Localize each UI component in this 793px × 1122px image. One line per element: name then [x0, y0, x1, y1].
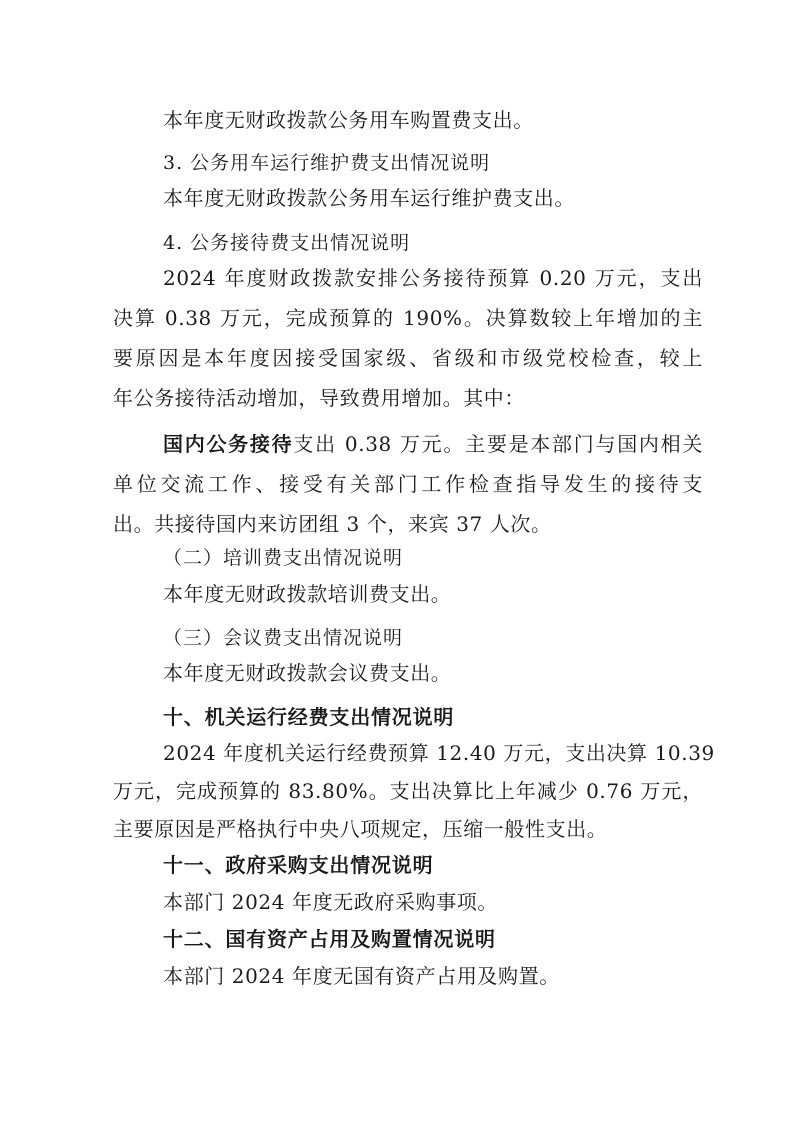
section-12-paragraph: 本部门 2024 年度无国有资产占用及购置。 — [163, 964, 560, 988]
domestic-reception-line-3: 出。共接待国内来访团组 3 个，来宾 37 人次。 — [113, 512, 552, 536]
training-heading: （二）培训费支出情况说明 — [163, 547, 404, 569]
vehicle-purchase-paragraph: 本年度无财政拨款公务用车购置费支出。 — [163, 108, 534, 132]
section-10-line-2: 万元，完成预算的 83.80%。支出决算比上年减少 0.76 万元， — [113, 779, 703, 803]
vehicle-maintenance-paragraph: 本年度无财政拨款公务用车运行维护费支出。 — [163, 186, 575, 210]
vehicle-maintenance-heading: 3. 公务用车运行维护费支出情况说明 — [163, 152, 491, 174]
reception-heading: 4. 公务接待费支出情况说明 — [163, 232, 411, 254]
section-10-heading: 十、机关运行经费支出情况说明 — [163, 705, 455, 729]
domestic-reception-line-2: 单位交流工作、接受有关部门工作检查指导发生的接待支 — [113, 472, 703, 496]
training-paragraph: 本年度无财政拨款培训费支出。 — [163, 582, 452, 606]
reception-paragraph-line-4: 年公务接待活动增加，导致费用增加。其中： — [113, 386, 525, 410]
section-11-paragraph: 本部门 2024 年度无政府采购事项。 — [163, 890, 499, 914]
reception-paragraph-line-1: 2024 年度财政拨款安排公务接待预算 0.20 万元，支出 — [163, 266, 703, 290]
domestic-reception-line-1 — [163, 430, 703, 458]
domestic-reception-text: 支出 0.38 万元。主要是本部门与国内相关 — [293, 432, 703, 456]
section-11-heading: 十一、政府采购支出情况说明 — [163, 853, 434, 877]
section-12-heading: 十二、国有资产占用及购置情况说明 — [163, 927, 496, 951]
section-10-line-3: 主要原因是严格执行中央八项规定，压缩一般性支出。 — [113, 817, 608, 841]
meeting-paragraph: 本年度无财政拨款会议费支出。 — [163, 661, 452, 685]
domestic-reception-label: 国内公务接待 — [163, 432, 294, 456]
reception-paragraph-line-3: 要原因是本年度因接受国家级、省级和市级党校检查，较上 — [113, 346, 703, 370]
meeting-heading: （三）会议费支出情况说明 — [163, 627, 404, 649]
reception-paragraph-line-2: 决算 0.38 万元，完成预算的 190%。决算数较上年增加的主 — [113, 306, 703, 330]
section-10-line-1: 2024 年度机关运行经费预算 12.40 万元，支出决算 10.39 — [163, 741, 715, 765]
